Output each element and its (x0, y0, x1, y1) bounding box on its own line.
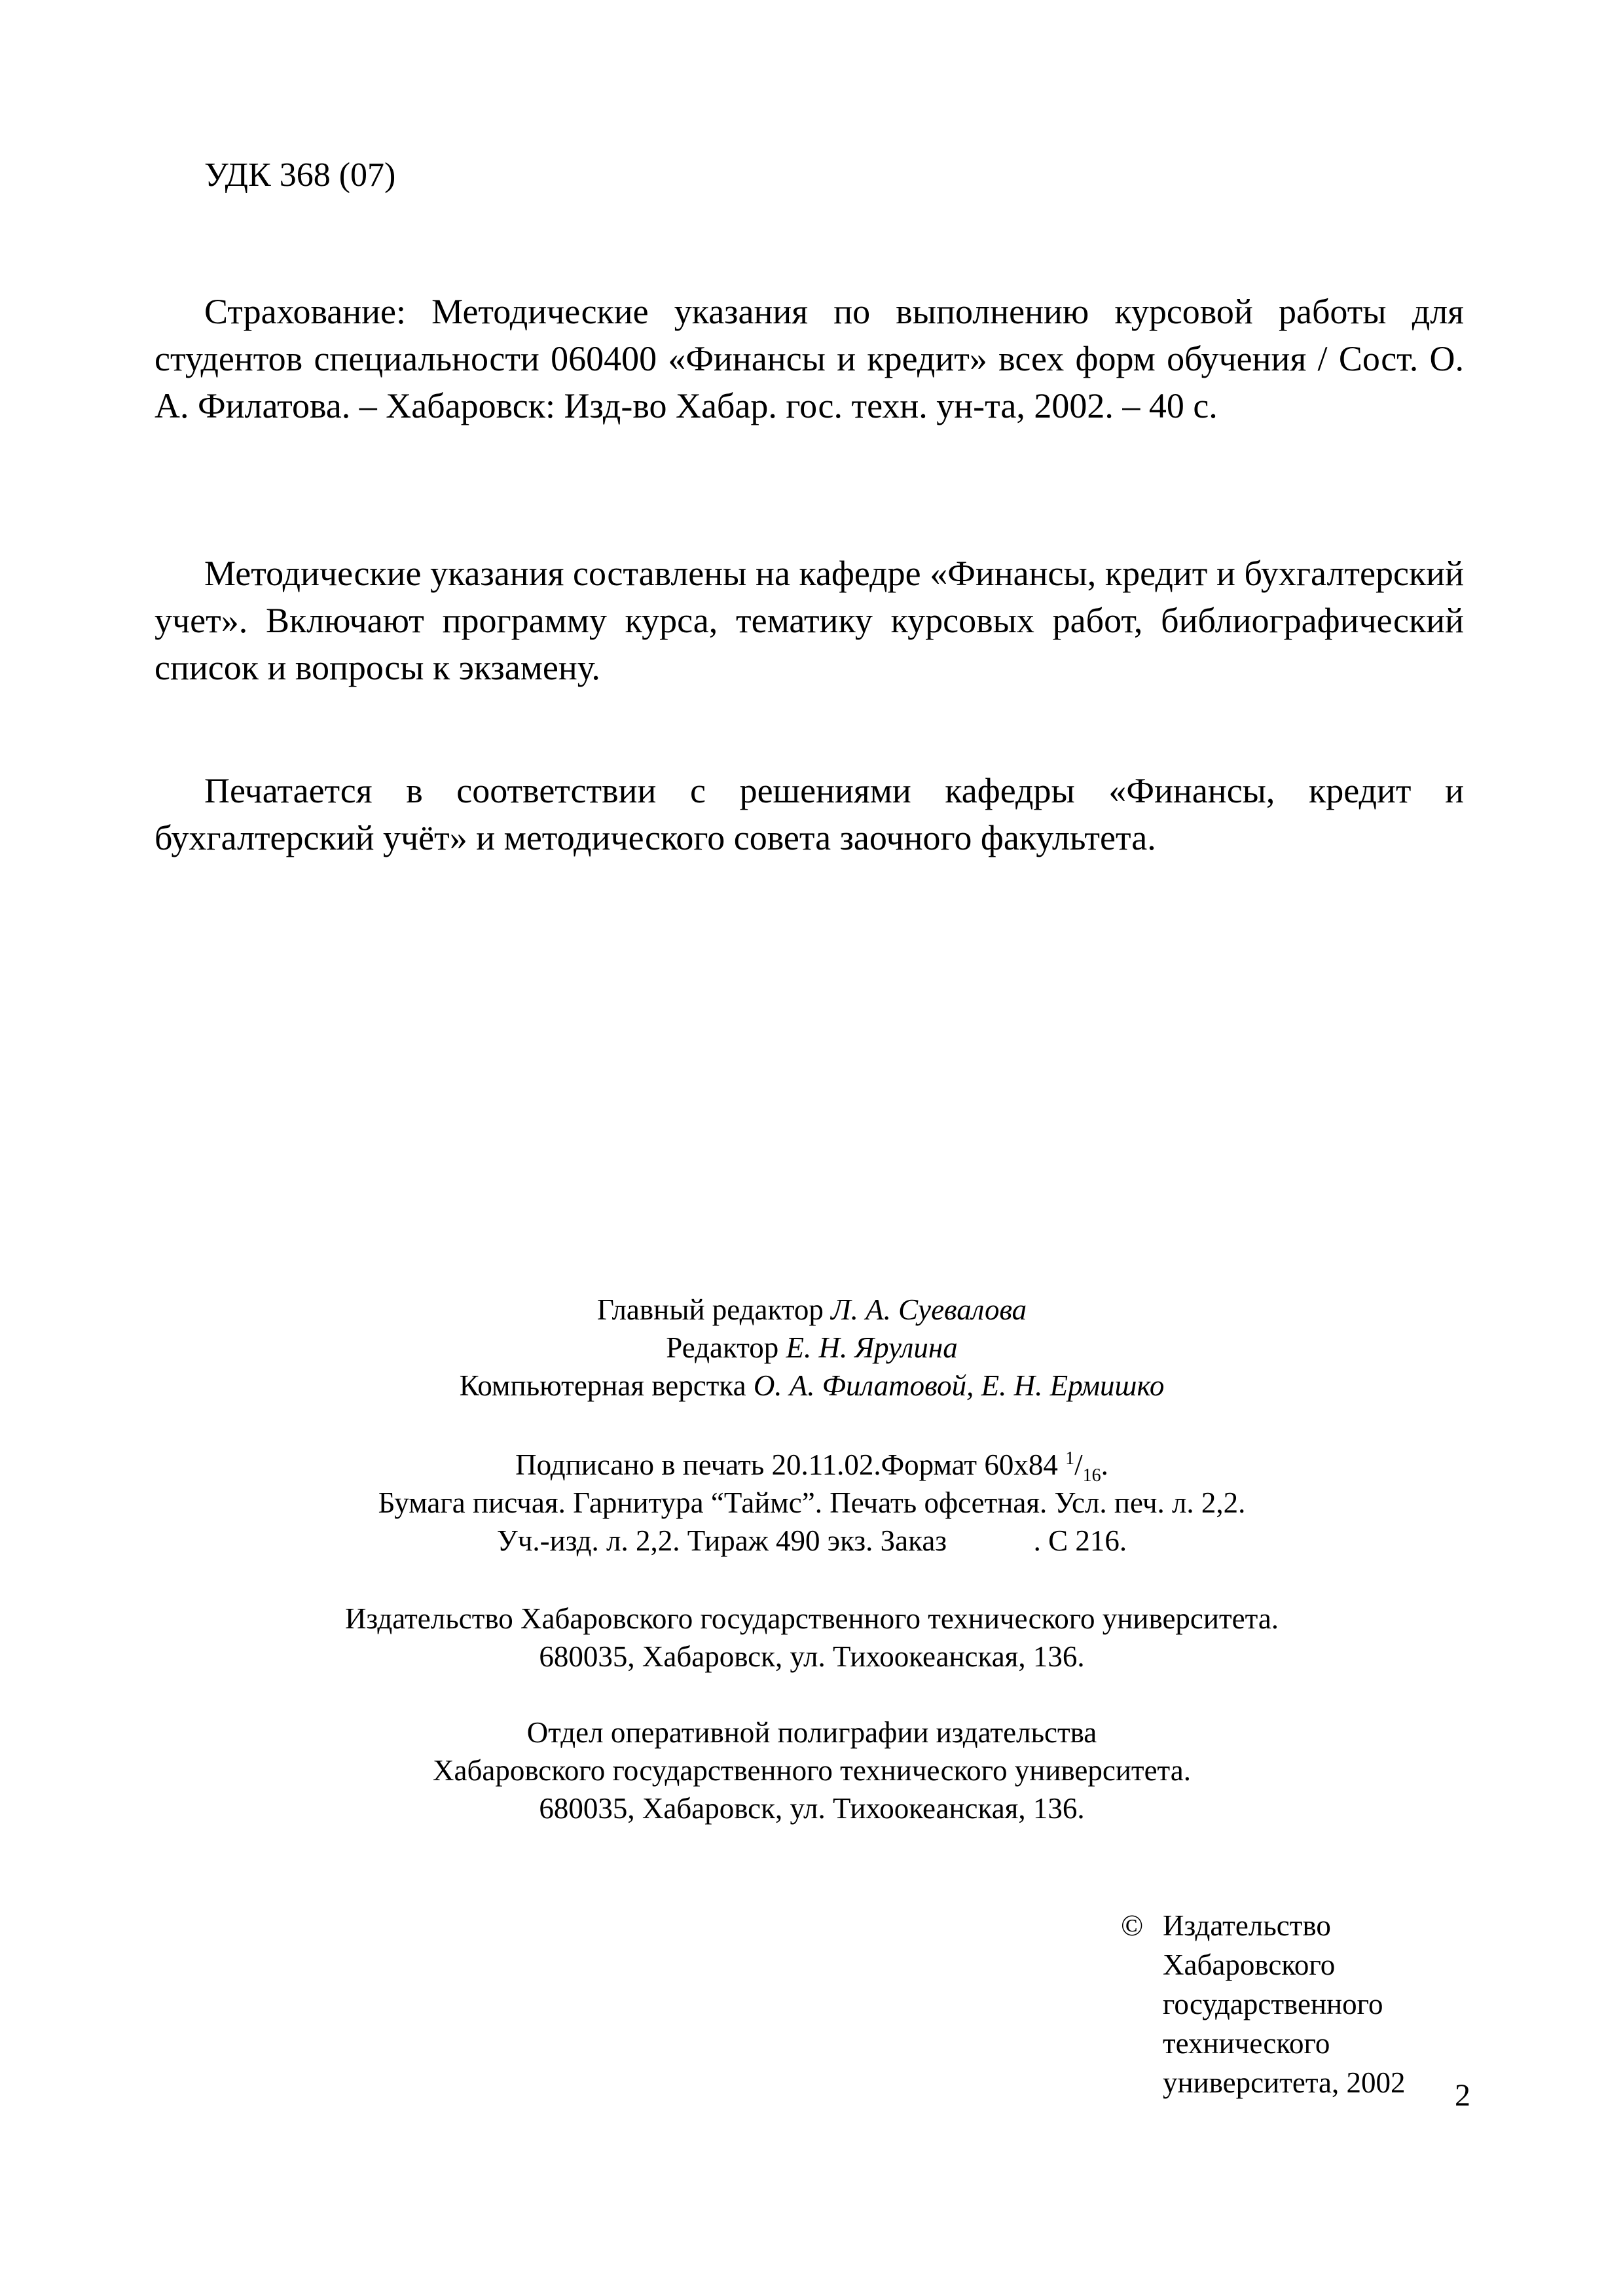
polygraphy-university: Хабаровского государственного технического университета. (432, 1754, 1191, 1787)
copyright-line: технического (1163, 2027, 1330, 2060)
copyright-line: Хабаровского (1163, 1948, 1336, 1981)
publisher-address: 680035, Хабаровск, ул. Тихоокеанская, 136. (539, 1640, 1085, 1673)
copyright-line: Издательство (1163, 1909, 1331, 1942)
chief-editor-label: Главный редактор (596, 1293, 824, 1326)
bibliographic-citation: Страхование: Методические указания по выполнению курсовой работы для студентов специальности 060400 «Финансы и кредит» всех форм обучения / Сост. О. А. Филатова. – Хабаровск: Изд-во Хабар. гос. техн. ун-та, 2002. – 40 с. (155, 292, 1464, 425)
editor-label: Редактор (666, 1331, 779, 1364)
chief-editor-name: Л. А. Суевалова (831, 1293, 1027, 1326)
copyright-line: государственного (1163, 1988, 1383, 2020)
approval-paragraph: Печатается в соответствии с решениями кафедры «Финансы, кредит и бухгалтерский учёт» и методического совета заочного факультета. (155, 771, 1464, 857)
edition-part1: Уч.-изд. л. 2,2. Тираж 490 экз. Заказ (496, 1524, 947, 1557)
signed-line: Подписано в печать 20.11.02.Формат 60x84 $^1/_{16}$. (515, 1448, 1108, 1486)
udk-code: УДК 368 (07) (204, 156, 396, 194)
polygraphy-address: 680035, Хабаровск, ул. Тихоокеанская, 136. (539, 1792, 1085, 1825)
signed-text: Подписано в печать 20.11.02.Формат 60x84 (515, 1448, 1058, 1481)
edition-part2: . С 216. (1033, 1524, 1127, 1557)
editorial-credits (196, 1291, 1427, 1405)
polygraphy-info (196, 1713, 1427, 1827)
page-number: 2 (1455, 2078, 1470, 2113)
format-end: . (1101, 1448, 1108, 1481)
polygraphy-dept: Отдел оперативной полиграфии издательства (526, 1716, 1097, 1749)
copyright-line: университета, 2002 (1163, 2066, 1406, 2099)
format-denominator: 16 (1082, 1465, 1101, 1486)
edition-line (196, 1522, 1427, 1560)
layout-line (196, 1367, 1427, 1405)
print-information (196, 1446, 1427, 1560)
format-numerator: 1 (1065, 1448, 1075, 1469)
copyright-lines (1163, 1906, 1406, 2102)
publisher-info (196, 1600, 1427, 1676)
editor-line (196, 1329, 1427, 1367)
layout-label: Компьютерная верстка (459, 1369, 746, 1402)
paper-line: Бумага писчая. Гарнитура “Таймс”. Печать офсетная. Усл. печ. л. 2,2. (378, 1486, 1246, 1519)
editor-name: Е. Н. Ярулина (786, 1331, 958, 1364)
chief-editor-line (196, 1291, 1427, 1329)
layout-names: О. А. Филатовой, Е. Н. Ермишко (753, 1369, 1165, 1402)
copyright-icon: © (1121, 1909, 1144, 1942)
publisher-name: Издательство Хабаровского государственного технического университета. (344, 1602, 1279, 1635)
abstract-paragraph: Методические указания составлены на кафедре «Финансы, кредит и бухгалтерский учет». Включают программу курса, тематику курсовых работ, библиографический список и вопросы к экзамену. (155, 554, 1464, 687)
